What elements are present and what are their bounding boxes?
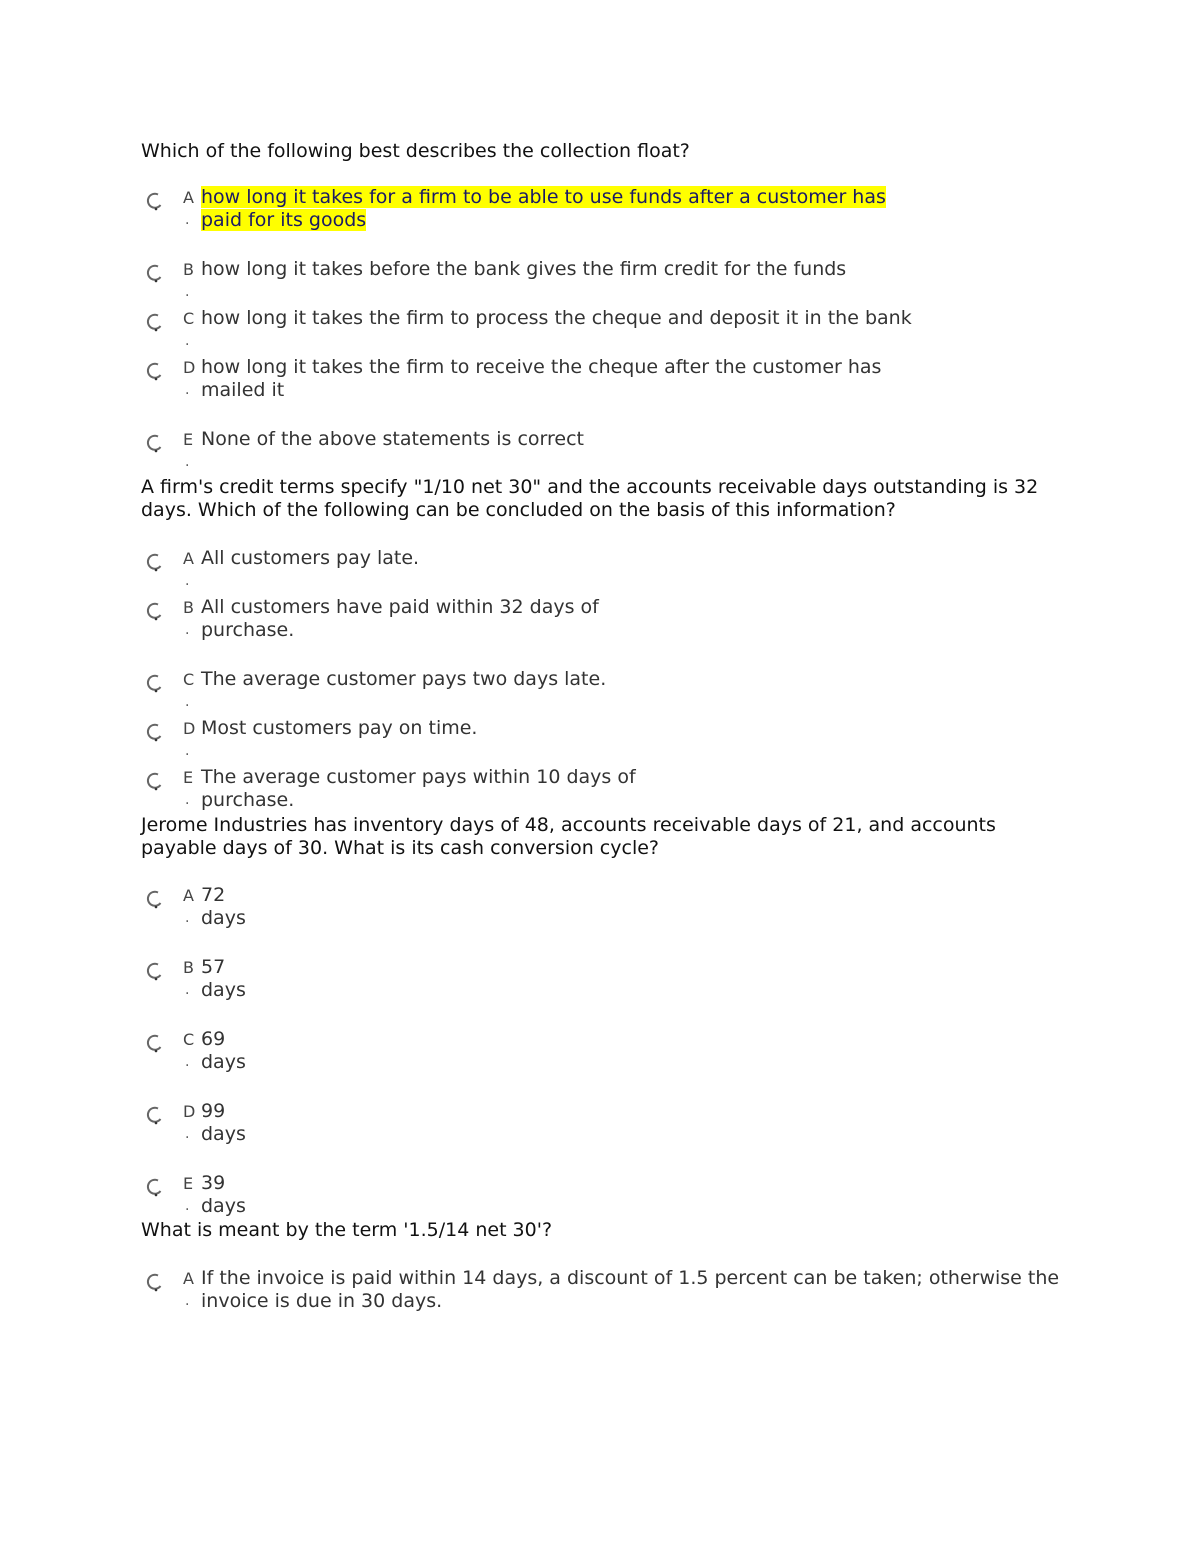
question-3: Jerome Industries has inventory days of 48, accounts receivable days of 21, and accounts payable days of 30. What is its cash conversion cycle? [141,814,996,859]
option-text: All customers have paid within 32 days of purchase. [201,596,599,641]
option-text: how long it takes the firm to receive the cheque after the customer has mailed it [201,356,882,401]
radio-button-icon[interactable] [141,668,181,714]
option-3e[interactable] [141,1172,261,1218]
option-text: None of the above statements is correct [201,428,584,450]
option-1c[interactable] [141,307,1071,353]
option-letter: C [183,309,195,328]
option-letter: B [183,598,194,617]
option-3b[interactable] [141,956,261,1002]
option-dot: . [185,982,190,998]
radio-button-icon[interactable] [141,547,181,593]
radio-button-icon[interactable] [141,717,181,763]
option-1b[interactable] [141,258,1071,304]
question-3-options [141,884,1071,1218]
option-letter: D [183,358,196,377]
option-3c[interactable] [141,1028,261,1074]
option-letter: D [183,1102,196,1121]
option-dot: . [185,1126,190,1142]
option-4a[interactable] [141,1267,1061,1313]
question-2: A firm's credit terms specify "1/10 net 30" and the accounts receivable days outstanding is 32 days. Which of the following can be concluded on the basis of this information? [141,476,1039,521]
option-dot: . [185,743,190,759]
option-letter: C [183,1030,195,1049]
option-letter: D [183,719,196,738]
radio-button-icon[interactable] [141,1028,181,1074]
option-text: how long it takes the firm to process the cheque and deposit it in the bank [201,307,912,329]
option-letter: E [183,1174,194,1193]
option-2e[interactable] [141,766,661,812]
option-1a[interactable] [141,186,931,232]
radio-button-icon[interactable] [141,884,181,930]
option-3a[interactable] [141,884,261,930]
option-letter: A [183,886,194,905]
radio-button-icon[interactable] [141,1100,181,1146]
option-text: 39 days [201,1172,246,1217]
question-4-options [141,1267,1071,1313]
option-letter: E [183,768,194,787]
option-dot: . [185,1054,190,1070]
question-1: Which of the following best describes the collection float? [141,140,690,162]
option-1e[interactable] [141,428,1071,474]
option-text-highlighted: how long it takes for a firm to be able to use funds after a customer has paid for its goods [201,186,886,231]
option-2a[interactable] [141,547,1071,593]
option-dot: . [185,454,190,470]
option-text: 72 days [201,884,246,929]
radio-button-icon[interactable] [141,766,181,812]
radio-button-icon[interactable] [141,596,181,642]
option-dot: . [185,382,190,398]
option-2d[interactable] [141,717,1071,763]
option-dot: . [185,694,190,710]
question-1-options [141,186,1071,474]
option-dot: . [185,792,190,808]
option-text: 57 days [201,956,246,1001]
option-letter: A [183,549,194,568]
option-letter: B [183,260,194,279]
option-text: The average customer pays within 10 days of purchase. [201,766,636,811]
option-letter: A [183,188,194,207]
option-dot: . [185,910,190,926]
option-dot: . [185,212,190,228]
option-dot: . [185,1198,190,1214]
option-3d[interactable] [141,1100,261,1146]
option-dot: . [185,573,190,589]
option-text: The average customer pays two days late. [201,668,607,690]
option-text: 69 days [201,1028,246,1073]
option-dot: . [185,284,190,300]
option-letter: C [183,670,195,689]
option-letter: B [183,958,194,977]
radio-button-icon[interactable] [141,956,181,1002]
radio-button-icon[interactable] [141,428,181,474]
option-1d[interactable] [141,356,901,402]
radio-button-icon[interactable] [141,307,181,353]
option-dot: . [185,1293,190,1309]
question-2-options [141,547,1071,812]
question-4: What is meant by the term '1.5/14 net 30'? [141,1219,553,1241]
option-text: how long it takes before the bank gives the firm credit for the funds [201,258,847,280]
option-text: All customers pay late. [201,547,420,569]
radio-button-icon[interactable] [141,258,181,304]
option-2c[interactable] [141,668,1071,714]
radio-button-icon[interactable] [141,186,181,232]
option-text: If the invoice is paid within 14 days, a discount of 1.5 percent can be taken; otherwise the invoice is due in 30 days. [201,1267,1060,1312]
option-letter: A [183,1269,194,1288]
option-text: 99 days [201,1100,246,1145]
radio-button-icon[interactable] [141,1267,181,1313]
radio-button-icon[interactable] [141,1172,181,1218]
option-letter: E [183,430,194,449]
radio-button-icon[interactable] [141,356,181,402]
option-dot: . [185,622,190,638]
option-2b[interactable] [141,596,621,642]
option-text: Most customers pay on time. [201,717,478,739]
option-dot: . [185,333,190,349]
quiz-document [141,140,1071,1313]
